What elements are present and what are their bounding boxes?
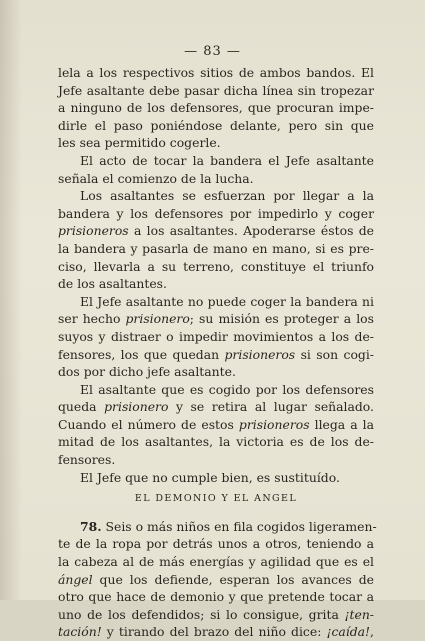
text-line: fensores, los que quedan prisioneros si son cogi- xyxy=(58,346,374,362)
text-line: queda prisionero y se retira al lugar señalado. xyxy=(58,399,374,415)
body-text xyxy=(58,64,377,641)
text-line: dirle el paso poniéndose delante, pero sin que xyxy=(58,117,374,133)
text-line: señala el comienzo de la lucha. xyxy=(58,170,254,186)
section-title: EL DEMONIO Y EL ANGEL xyxy=(134,493,298,505)
text-line: lela a los respectivos sitios de ambos bandos. El xyxy=(58,65,374,80)
text-line: Los asaltantes se esfuerzan por llegar a la xyxy=(80,188,374,204)
text-line: fensores. xyxy=(58,452,116,468)
text-line: ser hecho prisionero; su misión es proteger a los xyxy=(58,311,375,327)
text-line: de los asaltantes. xyxy=(58,276,167,292)
text-line: prisioneros a los asaltantes. Apoderarse éstos de xyxy=(58,223,374,239)
page-number: — 83 — xyxy=(184,44,241,59)
text-line: dos por dicho jefe asaltante. xyxy=(58,364,236,380)
text-line: les sea permitido cogerle. xyxy=(58,135,221,151)
text-line: El asaltante que es cogido por los defensores xyxy=(80,381,374,397)
text-line: El Jefe asaltante no puede coger la bandera ni xyxy=(80,293,374,309)
paragraphs-section xyxy=(58,64,374,486)
text-line: ciso, llevarla a su terreno, constituye el triunfo xyxy=(58,258,374,274)
game-78-section xyxy=(58,518,377,641)
text-line: 78. Seis o más niños en fila cogidos ligeramen- xyxy=(80,518,377,534)
text-line: la cabeza al de más energías y agilidad que es el xyxy=(58,554,374,570)
text-line: tación! y tirando del brazo del niño dice: ¡caída!, xyxy=(58,624,374,640)
text-line: ángel que los defiende, esperan los avances de xyxy=(58,571,374,587)
text-line: a ninguno de los defensores, que procuran impe- xyxy=(58,100,374,116)
text-line: bandera y los defensores por impedirlo y coger xyxy=(58,205,374,221)
text-line: El Jefe que no cumple bien, es sustituído. xyxy=(80,469,340,485)
text-line: Jefe asaltante debe pasar dicha línea sin tropezar xyxy=(58,82,374,98)
text-line: otro que hace de demonio y que pretende tocar a xyxy=(58,589,374,605)
text-line: suyos y distraer o impedir movimientos a los de- xyxy=(58,328,374,344)
text-line: Cuando el número de estos prisioneros llega a la xyxy=(58,416,374,432)
text-line: uno de los defendidos; si lo consigue, grita ¡ten- xyxy=(58,606,374,622)
text-line: El acto de tocar la bandera el Jefe asaltante xyxy=(80,152,374,168)
text-line: mitad de los asaltantes, la victoria es de los de- xyxy=(58,434,374,450)
text-line: la bandera y pasarla de mano en mano, si es pre- xyxy=(58,240,374,256)
text-line: te de la ropa por detrás unos a otros, teniendo a xyxy=(58,536,374,552)
